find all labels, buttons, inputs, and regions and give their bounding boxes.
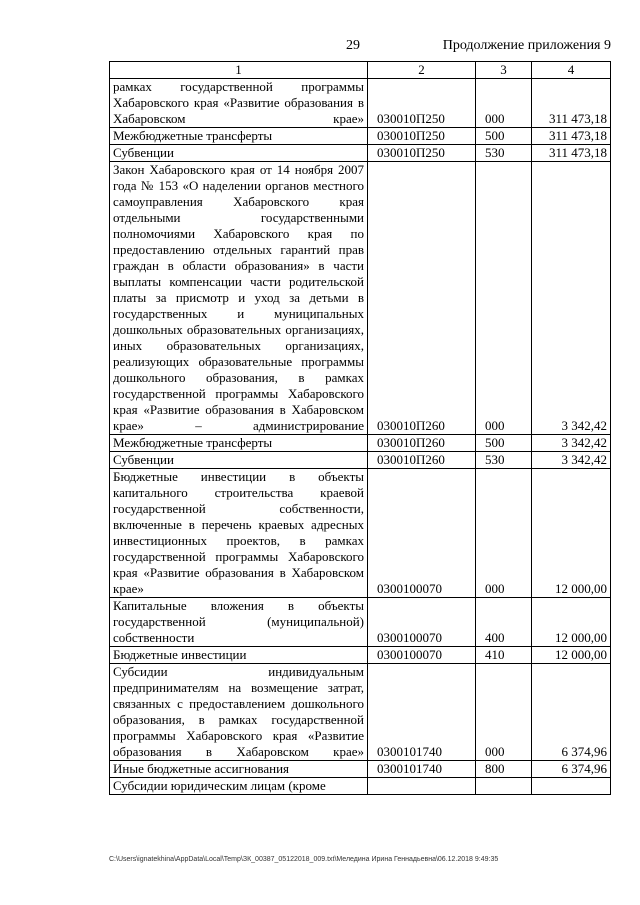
row-amount-cell: 12 000,00	[532, 469, 611, 598]
table-header-row	[110, 62, 611, 79]
row-amount-cell: 12 000,00	[532, 598, 611, 647]
table-row	[110, 79, 611, 128]
row-amount-cell: 311 473,18	[532, 128, 611, 145]
row-name-cell: Межбюджетные трансферты	[110, 128, 368, 145]
row-type-cell: 500	[476, 435, 532, 452]
column-header-2: 2	[368, 62, 476, 79]
row-type-cell: 500	[476, 128, 532, 145]
appendix-note: Продолжение приложения 9	[442, 38, 611, 53]
row-type-cell: 000	[476, 469, 532, 598]
table-row	[110, 664, 611, 761]
row-type-cell: 000	[476, 664, 532, 761]
table-row	[110, 778, 611, 795]
table-row	[110, 435, 611, 452]
row-name-cell: Субсидии юридическим лицам (кроме	[110, 778, 368, 795]
page-number: 29	[346, 38, 360, 53]
row-code-cell: 030010П250	[368, 79, 476, 128]
row-type-cell: 800	[476, 761, 532, 778]
row-amount-cell: 6 374,96	[532, 761, 611, 778]
column-header-1: 1	[110, 62, 368, 79]
row-amount-cell: 311 473,18	[532, 79, 611, 128]
row-amount-cell: 3 342,42	[532, 452, 611, 469]
row-amount-cell: 3 342,42	[532, 435, 611, 452]
table-row	[110, 598, 611, 647]
table-row	[110, 647, 611, 664]
row-code-cell: 030010П260	[368, 452, 476, 469]
row-type-cell: 410	[476, 647, 532, 664]
row-code-cell: 0300100070	[368, 469, 476, 598]
column-header-3: 3	[476, 62, 532, 79]
table-row	[110, 162, 611, 435]
table-row	[110, 145, 611, 162]
row-amount-cell: 3 342,42	[532, 162, 611, 435]
table-row	[110, 128, 611, 145]
row-name-cell: Межбюджетные трансферты	[110, 435, 368, 452]
row-name-cell: Субвенции	[110, 452, 368, 469]
table-row	[110, 761, 611, 778]
row-amount-cell: 12 000,00	[532, 647, 611, 664]
row-code-cell: 030010П260	[368, 435, 476, 452]
row-type-cell	[476, 778, 532, 795]
row-code-cell: 0300100070	[368, 647, 476, 664]
row-code-cell: 0300100070	[368, 598, 476, 647]
row-type-cell: 400	[476, 598, 532, 647]
row-type-cell: 000	[476, 79, 532, 128]
table-row	[110, 452, 611, 469]
row-name-cell: Бюджетные инвестиции	[110, 647, 368, 664]
row-name-cell: Бюджетные инвестиции в объекты капитального строительства краевой государственной собственности, включенные в перечень краевых адресных инвестиционных проектов, в рамках государственной программы Хабаровского края «Развитие образования в Хабаровском крае»	[110, 469, 368, 598]
row-code-cell: 0300101740	[368, 761, 476, 778]
row-name-cell: Субвенции	[110, 145, 368, 162]
row-code-cell: 030010П250	[368, 128, 476, 145]
row-name-cell: Капитальные вложения в объекты государственной (муниципальной) собственности	[110, 598, 368, 647]
table-row	[110, 469, 611, 598]
row-name-cell: Закон Хабаровского края от 14 ноября 2007 года № 153 «О наделении органов местного самоуправления Хабаровского края отдельными государственными полномочиями Хабаровского края по предоставлению отдельных гарантий прав граждан в области образования» в части выплаты компенсации части родительской платы за присмотр и уход за детьми в государственных и муниципальных дошкольных образовательных организациях, иных образовательных организациях, реализующих образовательные программы дошкольного образования, в рамках государственной программы Хабаровского края «Развитие образования в Хабаровском крае» – администрирование	[110, 162, 368, 435]
row-name-cell: Субсидии индивидуальным предпринимателям на возмещение затрат, связанных с предоставлением дошкольного образования, в рамках государственной программы Хабаровского края «Развитие образования в Хабаровском крае»	[110, 664, 368, 761]
column-header-4: 4	[532, 62, 611, 79]
row-amount-cell	[532, 778, 611, 795]
row-type-cell: 530	[476, 452, 532, 469]
row-name-cell: Иные бюджетные ассигнования	[110, 761, 368, 778]
budget-table	[109, 61, 611, 795]
row-code-cell	[368, 778, 476, 795]
file-path-footer: C:\Users\ignatekhina\AppData\Local\Temp\ЗК_00387_05122018_009.txt\Меледина Ирина Геннадьевна\06.12.2018 9:49:35	[109, 856, 499, 863]
row-amount-cell: 6 374,96	[532, 664, 611, 761]
row-type-cell: 000	[476, 162, 532, 435]
row-code-cell: 030010П250	[368, 145, 476, 162]
row-type-cell: 530	[476, 145, 532, 162]
row-code-cell: 0300101740	[368, 664, 476, 761]
row-name-cell: рамках государственной программы Хабаровского края «Развитие образования в Хабаровском крае»	[110, 79, 368, 128]
row-amount-cell: 311 473,18	[532, 145, 611, 162]
row-code-cell: 030010П260	[368, 162, 476, 435]
